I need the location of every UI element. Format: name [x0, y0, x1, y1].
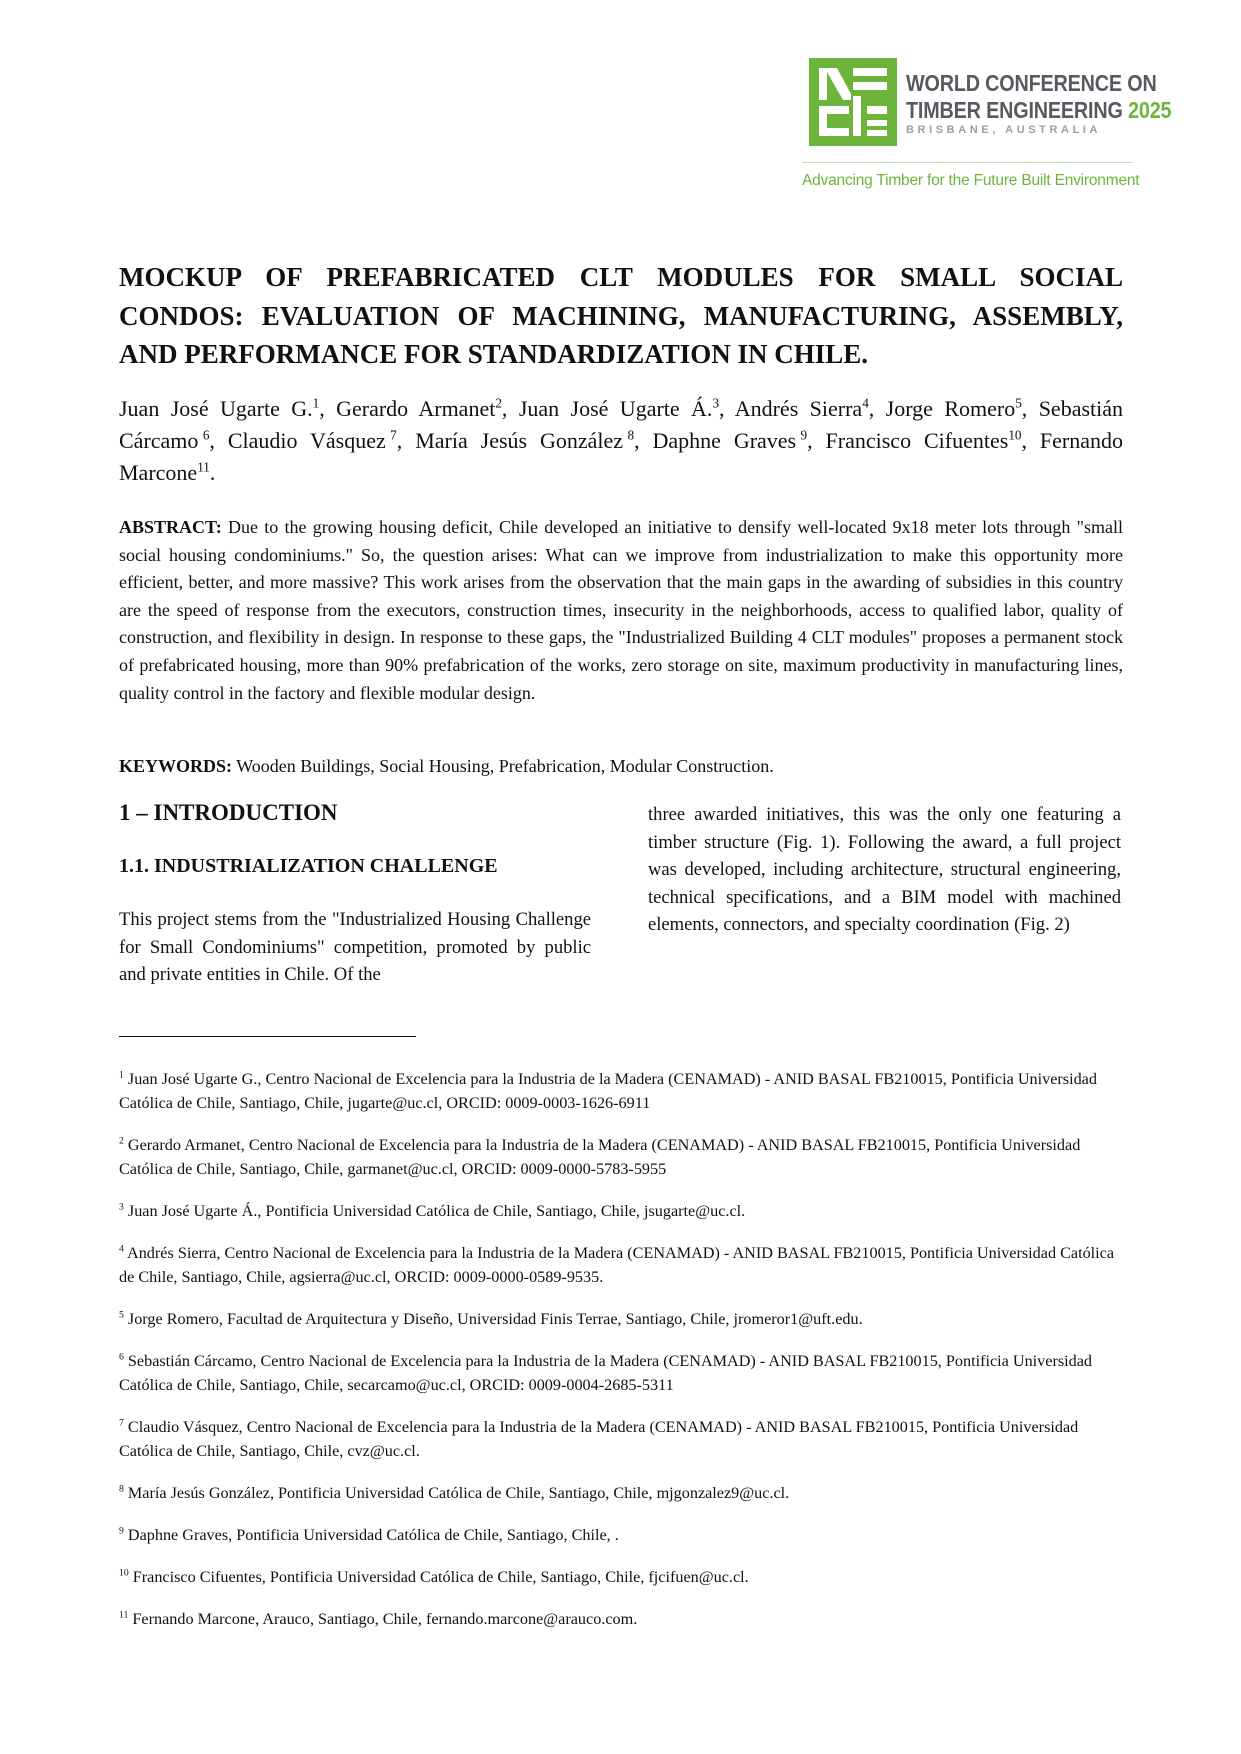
- footnote: $^{10}$ Francisco Cifuentes, Pontificia Universidad Católica de Chile, Santiago, Chile, fjcifuen@uc.cl.: [119, 1567, 749, 1586]
- footnote: $^4$ Andrés Sierra, Centro Nacional de Excelencia para la Industria de la Madera (CENAMAD) - ANID BASAL FB210015, Pontificia Universidad Católica de Chile, Santiago, Chile, agsierra@uc.cl, ORCID: 0009-0000-0589-9535.: [119, 1243, 1115, 1286]
- conference-line-1: WORLD CONFERENCE ON: [906, 70, 1157, 96]
- footnote: $^2$ Gerardo Armanet, Centro Nacional de Excelencia para la Industria de la Madera (CENAMAD) - ANID BASAL FB210015, Pontificia Universidad Católica de Chile, Santiago, Chile, garmanet@uc.cl, ORCID: 0009-0000-5783-5955: [119, 1135, 1081, 1178]
- conference-tagline: Advancing Timber for the Future Built Environment: [802, 172, 1140, 189]
- footnote: $^7$ Claudio Vásquez, Centro Nacional de Excelencia para la Industria de la Madera (CENAMAD) - ANID BASAL FB210015, Pontificia Universidad Católica de Chile, Santiago, Chile, cvz@uc.cl.: [119, 1417, 1079, 1460]
- conference-logo-icon: [809, 58, 897, 146]
- body-text-right-column: three awarded initiatives, this was the only one featuring a timber structure (Fig. 1). Following the award, a full project was developed, including architecture, structural engineering, technical specifications, and a BIM model with machined elements, connectors, and specialty coordination (Fig. 2): [648, 804, 1121, 936]
- conference-line-2-text: TIMBER ENGINEERING: [906, 97, 1123, 123]
- conference-year: 2025: [1128, 97, 1172, 123]
- footnotes: [119, 1067, 1123, 1649]
- keywords: [119, 753, 1123, 780]
- author: Gerardo Armanet$^2$: [336, 395, 502, 421]
- body-text-left-column: This project stems from the "Industrialized Housing Challenge for Small Condominiums" competition, promoted by public and private entities in Chile. Of the: [119, 909, 591, 986]
- author: Juan José Ugarte G.$^1$: [119, 395, 320, 421]
- conference-name: [906, 70, 1171, 124]
- author: Sebastián Cárcamo $^6$: [119, 396, 1124, 453]
- footnote-divider: [119, 1036, 416, 1037]
- author: María Jesús González $^8$: [415, 427, 635, 453]
- section-heading: 1 – INTRODUCTION: [119, 800, 338, 825]
- paper-title: MOCKUP OF PREFABRICATED CLT MODULES FOR SMALL SOCIAL CONDOS: EVALUATION OF MACHINING, MANUFACTURING, ASSEMBLY, AND PERFORMANCE FOR STANDARDIZATION IN CHILE.: [119, 262, 1123, 369]
- conference-line-2: [906, 97, 1171, 124]
- footnote: $^9$ Daphne Graves, Pontificia Universidad Católica de Chile, Santiago, Chile, .: [119, 1525, 619, 1544]
- footnote: $^8$ María Jesús González, Pontificia Universidad Católica de Chile, Santiago, Chile, mjgonzalez9@uc.cl.: [119, 1483, 790, 1502]
- header-divider: [802, 162, 1133, 163]
- keywords-text: Wooden Buildings, Social Housing, Prefabrication, Modular Construction.: [236, 756, 774, 776]
- author: Claudio Vásquez $^7$: [227, 427, 397, 453]
- author: Jorge Romero$^5$: [885, 395, 1022, 421]
- author: Francisco Cifuentes$^{10}$: [825, 427, 1022, 453]
- footnote: $^5$ Jorge Romero, Facultad de Arquitectura y Diseño, Universidad Finis Terrae, Santiago, Chile, jromeror1@uft.edu.: [119, 1309, 863, 1328]
- author: Andrés Sierra$^4$: [734, 395, 869, 421]
- keywords-label: KEYWORDS:: [119, 756, 233, 776]
- footnote: $^{11}$ Fernando Marcone, Arauco, Santiago, Chile, fernando.marcone@arauco.com.: [119, 1609, 638, 1628]
- footnote: $^1$ Juan José Ugarte G., Centro Nacional de Excelencia para la Industria de la Madera (CENAMAD) - ANID BASAL FB210015, Pontificia Universidad Católica de Chile, Santiago, Chile, jugarte@uc.cl, ORCID: 0009-0003-1626-6911: [119, 1069, 1097, 1112]
- author: Juan José Ugarte Á.$^3$: [518, 395, 720, 421]
- author-list: Juan José Ugarte G.$^1$, Gerardo Armanet$^2$, Juan José Ugarte Á.$^3$, Andrés Sierra$^4$, Jorge Romero$^5$, Sebastián Cárcamo $^6$, Claudio Vásquez $^7$, María Jesús González $^8$, Daphne Graves $^9$, Francisco Cifuentes$^{10}$, Fernando Marcone$^{11}$.: [119, 395, 1124, 485]
- abstract: [119, 514, 1123, 707]
- abstract-text: Due to the growing housing deficit, Chile developed an initiative to densify well-located 9x18 meter lots through "small social housing condominiums." So, the question arises: What can we improve from industrialization to make this opportunity more efficient, better, and more massive? This work arises from the observation that the main gaps in the awarding of subsidies in this country are the speed of response from the executors, construction times, insecurity in the neighborhoods, access to qualified labor, quality of construction, and flexibility in design. In response to these gaps, the "Industrialized Building 4 CLT modules" proposes a permanent stock of prefabricated housing, more than 90% prefabrication of the works, zero storage on site, maximum productivity in manufacturing lines, quality control in the factory and flexible modular design.: [119, 517, 1123, 703]
- conference-location: BRISBANE, AUSTRALIA: [906, 124, 1102, 136]
- subsection-heading: 1.1. INDUSTRIALIZATION CHALLENGE: [119, 855, 498, 877]
- author: Daphne Graves $^9$: [652, 427, 808, 453]
- footnote: $^6$ Sebastián Cárcamo, Centro Nacional de Excelencia para la Industria de la Madera (CENAMAD) - ANID BASAL FB210015, Pontificia Universidad Católica de Chile, Santiago, Chile, secarcamo@uc.cl, ORCID: 0009-0004-2685-5311: [119, 1351, 1093, 1394]
- abstract-label: ABSTRACT:: [119, 517, 222, 537]
- footnote: $^3$ Juan José Ugarte Á., Pontificia Universidad Católica de Chile, Santiago, Chile, jsugarte@uc.cl.: [119, 1201, 746, 1220]
- author: Fernando Marcone$^{11}$: [119, 428, 1124, 485]
